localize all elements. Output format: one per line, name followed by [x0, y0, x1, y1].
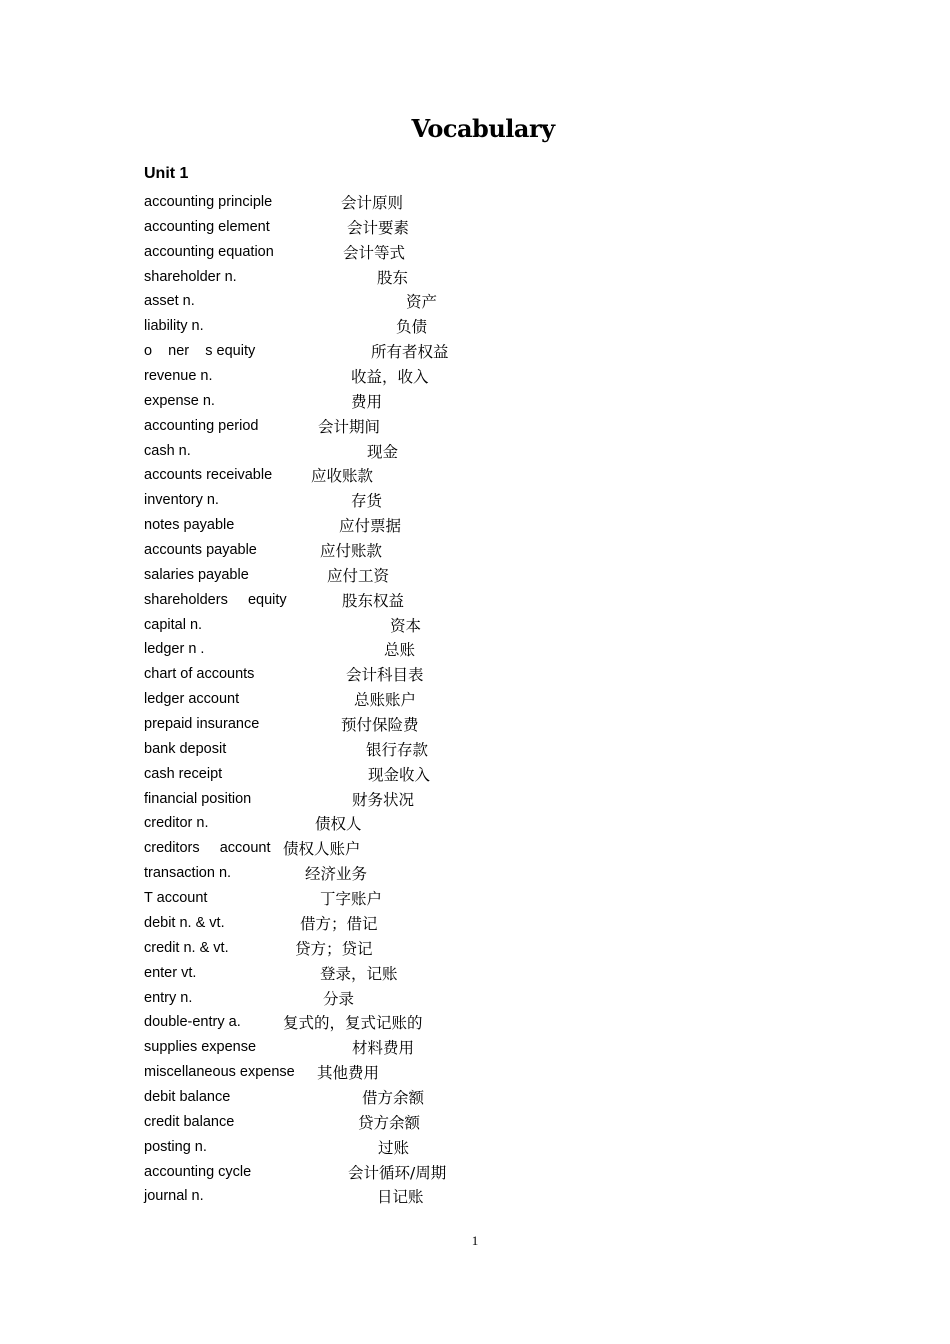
vocab-term: transaction n.	[144, 865, 232, 882]
vocab-meaning: 复式的，复式记账的	[283, 1014, 423, 1033]
vocab-row	[144, 513, 644, 538]
vocab-term: credit n. & vt.	[144, 939, 229, 956]
vocab-meaning: 资本	[390, 616, 422, 635]
vocab-row	[144, 588, 644, 613]
vocab-row	[144, 961, 644, 986]
vocab-meaning: 会计期间	[318, 417, 381, 436]
vocab-meaning: 其他费用	[317, 1064, 380, 1083]
vocab-term: miscellaneous expense	[144, 1064, 295, 1081]
vocab-row	[144, 911, 644, 936]
vocab-row	[144, 811, 644, 836]
vocab-meaning: 负债	[396, 318, 428, 337]
vocab-row	[144, 637, 644, 662]
vocab-meaning: 收益，收入	[351, 368, 429, 387]
vocab-term: T account	[144, 890, 208, 907]
vocab-term: accounting principle	[144, 194, 273, 210]
unit-heading: Unit 1	[144, 165, 189, 182]
vocab-term: credit balance	[144, 1113, 235, 1130]
vocab-term: cash receipt	[144, 765, 223, 782]
vocab-row	[144, 463, 644, 488]
vocab-term: capital n.	[144, 616, 203, 633]
vocab-row	[144, 190, 644, 215]
vocab-term: asset n.	[144, 293, 195, 310]
vocab-meaning: 费用	[351, 392, 383, 411]
vocab-term: revenue n.	[144, 368, 213, 385]
vocab-term: prepaid insurance	[144, 716, 260, 733]
vocab-meaning: 登录，记账	[320, 964, 398, 983]
vocab-term: accounting period	[144, 417, 259, 434]
vocab-term: cash n.	[144, 442, 191, 459]
vocab-row	[144, 389, 644, 414]
vocab-term: supplies expense	[144, 1039, 257, 1056]
vocab-meaning: 应付工资	[327, 566, 390, 585]
vocab-meaning: 经济业务	[305, 865, 368, 884]
vocab-term: liability n.	[144, 318, 204, 335]
vocab-meaning: 资产	[406, 293, 438, 312]
vocab-meaning: 预付保险费	[341, 716, 419, 735]
vocab-row	[144, 265, 644, 290]
vocab-meaning: 会计循环/周期	[348, 1163, 447, 1182]
vocab-meaning: 会计原则	[341, 194, 404, 212]
vocab-row	[144, 1085, 644, 1110]
vocab-meaning: 应收账款	[311, 467, 374, 486]
vocab-meaning: 债权人	[315, 815, 362, 834]
vocab-row	[144, 314, 644, 339]
vocab-term: shareholders equity	[144, 591, 287, 608]
vocab-meaning: 总账	[384, 641, 416, 660]
vocab-meaning: 借方；借记	[300, 914, 378, 933]
vocab-meaning: 过账	[378, 1138, 410, 1157]
vocab-term: posting n.	[144, 1138, 207, 1155]
vocab-term: debit balance	[144, 1088, 231, 1105]
vocab-row	[144, 936, 644, 961]
page-number: 1	[471, 1233, 479, 1248]
vocab-row	[144, 339, 644, 364]
vocab-meaning: 日记账	[377, 1188, 424, 1207]
vocab-meaning: 材料费用	[352, 1039, 415, 1058]
vocab-row	[144, 563, 644, 588]
vocab-row	[144, 1184, 644, 1209]
vocab-row	[144, 289, 644, 314]
vocab-row	[144, 1010, 644, 1035]
vocab-row	[144, 687, 644, 712]
vocab-meaning: 财务状况	[352, 790, 415, 809]
vocab-term: creditor n.	[144, 815, 209, 832]
page-title: Vocabulary	[411, 114, 555, 143]
vocab-row	[144, 886, 644, 911]
vocab-term: salaries payable	[144, 566, 249, 583]
vocab-row	[144, 414, 644, 439]
vocab-meaning: 股东	[377, 268, 409, 287]
vocab-meaning: 贷方；贷记	[295, 939, 373, 958]
vocab-meaning: 总账账户	[354, 691, 417, 710]
vocab-meaning: 应付账款	[320, 542, 383, 561]
vocab-meaning: 现金收入	[368, 765, 431, 784]
vocab-term: notes payable	[144, 517, 235, 534]
vocab-term: chart of accounts	[144, 666, 255, 683]
vocab-row	[144, 787, 644, 812]
vocab-row	[144, 662, 644, 687]
vocab-meaning: 丁字账户	[320, 890, 383, 909]
vocab-term: expense n.	[144, 392, 215, 409]
vocab-term: shareholder n.	[144, 268, 237, 285]
vocab-row	[144, 712, 644, 737]
vocab-meaning: 所有者权益	[371, 343, 449, 362]
vocab-term: enter vt.	[144, 964, 197, 981]
vocab-row	[144, 1160, 644, 1185]
vocab-meaning: 银行存款	[366, 740, 429, 759]
vocab-row	[144, 215, 644, 240]
vocab-row	[144, 861, 644, 886]
vocab-meaning: 股东权益	[342, 591, 405, 610]
vocab-row	[144, 1135, 644, 1160]
vocab-meaning: 会计要素	[347, 218, 410, 237]
vocab-meaning: 会计等式	[343, 243, 406, 262]
vocab-row	[144, 364, 644, 389]
vocab-meaning: 借方余额	[362, 1088, 425, 1107]
vocabulary-list	[144, 190, 644, 1209]
vocab-row	[144, 613, 644, 638]
vocab-row	[144, 1110, 644, 1135]
vocab-meaning: 现金	[367, 442, 399, 461]
vocab-term: entry n.	[144, 989, 193, 1006]
vocab-term: accounting equation	[144, 243, 274, 260]
vocab-term: financial position	[144, 790, 252, 807]
vocab-row	[144, 1035, 644, 1060]
vocab-term: journal n.	[144, 1188, 204, 1205]
vocab-term: debit n. & vt.	[144, 914, 225, 931]
vocab-row	[144, 986, 644, 1011]
vocab-term: creditors account	[144, 840, 271, 857]
vocab-meaning: 债权人账户	[283, 840, 361, 859]
vocab-term: o ner s equity	[144, 343, 256, 360]
vocab-term: inventory n.	[144, 492, 219, 509]
vocab-term: bank deposit	[144, 740, 227, 757]
vocab-row	[144, 538, 644, 563]
vocab-term: accounting cycle	[144, 1163, 252, 1180]
vocab-row	[144, 762, 644, 787]
vocab-term: accounts receivable	[144, 467, 273, 484]
vocab-meaning: 分录	[323, 989, 355, 1008]
vocab-row	[144, 1060, 644, 1085]
vocab-row	[144, 439, 644, 464]
vocab-term: accounting element	[144, 218, 270, 235]
vocab-meaning: 贷方余额	[358, 1113, 421, 1132]
vocab-meaning: 会计科目表	[346, 666, 424, 685]
vocab-term: double-entry a.	[144, 1014, 241, 1031]
vocab-row	[144, 240, 644, 265]
vocab-meaning: 存货	[351, 492, 383, 511]
vocab-term: ledger n .	[144, 641, 205, 658]
vocab-row	[144, 836, 644, 861]
vocab-term: ledger account	[144, 691, 240, 708]
vocab-row	[144, 737, 644, 762]
vocab-term: accounts payable	[144, 542, 257, 559]
vocab-row	[144, 488, 644, 513]
vocab-meaning: 应付票据	[339, 517, 402, 536]
